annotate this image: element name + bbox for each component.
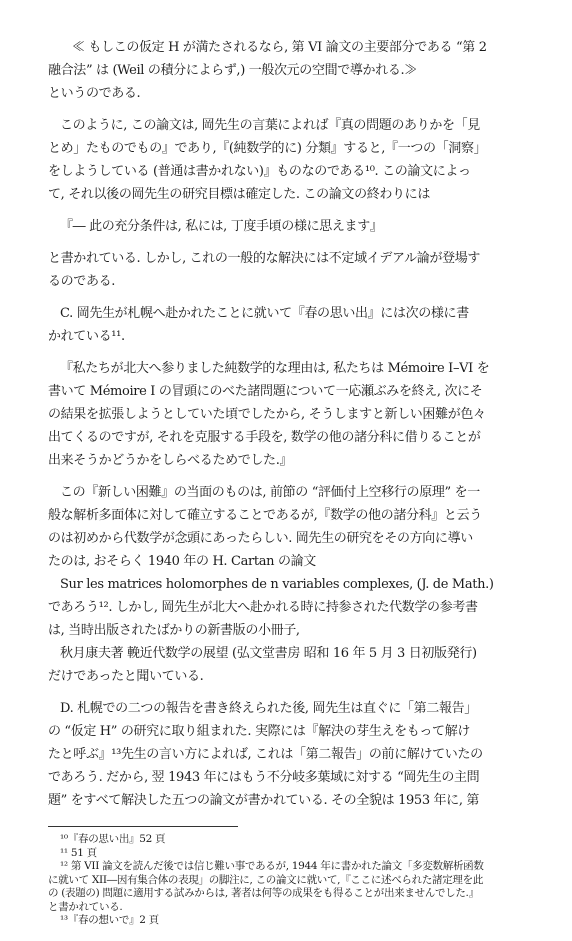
body-line: というのである. — [48, 86, 141, 101]
paragraph-gap — [48, 293, 528, 302]
footnote-line: の (表題の) 問題に適用する試みからは, 著者は何等の成果をも得ることが出来ませんでした.』 — [48, 887, 479, 899]
body-line: ≪ もしこの仮定 H が満たされるなら, 第 VI 論文の主要部分である “第 2 — [72, 40, 487, 55]
body-line: のは初めから代数学が念頭にあったらしい. 岡先生の研究をその方向に導い — [48, 531, 473, 546]
body-line: このように, この論文は, 岡先生の言葉によれば『真の問題のありかを「見 — [60, 118, 480, 133]
footnote-line: と書かれている. — [48, 900, 123, 913]
body-line: は, 当時出版されたばかりの新書版の小冊子, — [48, 623, 300, 638]
paragraph-gap — [48, 688, 528, 697]
body-line: であろう. だから, 翌 1943 年にはもう不分岐多葉域に対する “岡先生の主問 — [48, 770, 480, 785]
body-line: の “仮定 H” の研究に取り組まれた. 実際には『解決の芽生えをもって解け — [48, 724, 470, 739]
body-line: かれている¹¹. — [48, 329, 125, 344]
body-line: この『新しい困難』の当面のものは, 前節の “評価付上空移行の原理” を一 — [60, 485, 480, 500]
body-line: 出来そうかどうかをしらべるためでした.』 — [48, 453, 293, 468]
footnote-line: ¹² 第 VII 論文を読んだ後では信じ難い事であるが, 1944 年に書かれた論文「多変数解析函数 — [60, 860, 484, 872]
body-text — [48, 36, 528, 812]
body-line: Sur les matrices holomorphes de n variables complexes, (J. de Math.) — [60, 577, 494, 592]
footnote-line: ¹³『春の想いで』2 頁 — [60, 914, 159, 926]
footnotes — [48, 833, 528, 928]
body-line: をしようしている (普通は書かれない)』ものなのである¹⁰. この論文によっ — [48, 164, 471, 179]
footnote-line: ¹⁰『春の思い出』52 頁 — [60, 833, 166, 845]
body-line: とめ」たものでもの』であり,『(純数学的に) 分類』すると,『一つの「洞察」 — [48, 141, 487, 156]
footnote-line: に就いて XII―因有集合体の表現」の脚注に, この論文に就いて,『ここに述べられた諸定理を此 — [48, 873, 484, 886]
footnote-rule — [48, 826, 238, 827]
paragraph-gap — [48, 472, 528, 481]
body-line: て, それ以後の岡先生の研究目標は確定した. この論文の終わりには — [48, 187, 430, 202]
paragraph-gap — [48, 105, 528, 114]
body-line: 『私たちが北大へ参りました純数学的な理由は, 私たちは Mémoire I–VI を — [60, 361, 490, 376]
body-line: たのは, おそらく 1940 年の H. Cartan の論文 — [48, 554, 316, 569]
body-line: だけであったと聞いている. — [48, 669, 204, 684]
paragraph-gap — [48, 206, 528, 215]
body-line: であろう¹². しかし, 岡先生が北大へ赴かれる時に持参された代数学の参考書 — [48, 600, 478, 615]
body-line: 題” をすべて解決した五つの論文が書かれている. その全貌は 1953 年に, 第 — [48, 793, 480, 808]
body-line: と書かれている. しかし, これの一般的な解決には不定域イデアル論が登場す — [48, 251, 481, 266]
body-line: 『― 此の充分条件は, 私には, 丁度手頃の様に思えます』 — [60, 219, 383, 234]
body-line: C. 岡先生が札幌へ赴かれたことに就いて『春の思い出』には次の様に書 — [60, 306, 469, 321]
body-line: 出てくるのですが, それを克服する手段を, 数学の他の諸分科に借りることが — [48, 430, 481, 445]
footnote-line: ¹¹ 51 頁 — [60, 846, 97, 859]
body-line: 書いて Mémoire I の冒頭にのべた諸問題について一応瀬ぶみを終え, 次にそ — [48, 384, 483, 399]
paragraph-gap — [48, 238, 528, 247]
body-line: の結果を拡張しようとしていた頃でしたから, そうしますと新しい困難が色々 — [48, 407, 486, 422]
body-line: 般な解析多面体に対して確立することであるが,『数学の他の諸分科』と云う — [48, 508, 482, 523]
body-line: 秋月康夫著 輓近代数学の展望 (弘文堂書房 昭和 16 年 5 月 3 日初版発行) — [60, 646, 477, 661]
body-line: たと呼ぶ』¹³先生の言い方によれば, これは「第二報告」の前に解けていたの — [48, 747, 483, 762]
body-line: D. 札幌での二つの報告を書き終えられた後, 岡先生は直ぐに「第二報告」 — [60, 701, 477, 716]
paragraph-gap — [48, 348, 528, 357]
body-line: 融合法” は (Weil の積分によらず,) 一般次元の空間で導かれる.≫ — [48, 63, 417, 78]
body-line: るのである. — [48, 274, 116, 289]
